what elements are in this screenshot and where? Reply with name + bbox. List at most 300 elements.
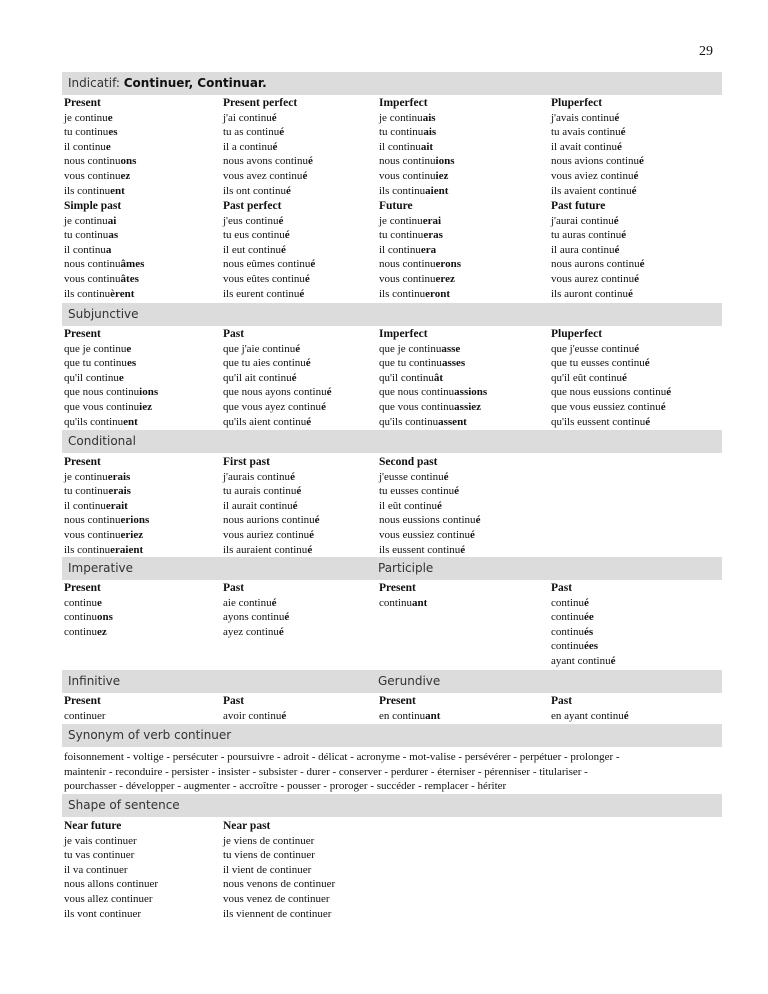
verb-ending: ant xyxy=(425,709,441,722)
conjugation-line xyxy=(379,484,480,499)
conj-column xyxy=(223,455,320,557)
verb-ending: é xyxy=(660,400,666,413)
verb-stem: que j'eusse continu xyxy=(551,342,635,355)
section-header-shape xyxy=(62,794,722,817)
conjugation-line xyxy=(379,184,455,199)
verb-ending: é xyxy=(634,272,639,285)
verb-stem: avoir continu xyxy=(223,709,282,722)
verb-stem: il continu xyxy=(64,140,106,153)
conjugation-line xyxy=(64,610,113,625)
verb-stem: vous aviez continu xyxy=(551,169,634,182)
tense-heading: Past xyxy=(223,328,245,340)
conjugation-line xyxy=(379,111,455,126)
verb-ending: é xyxy=(307,155,313,168)
verb-ending: âtes xyxy=(120,272,139,285)
conjugation-line xyxy=(551,709,629,724)
verb-ending: é xyxy=(281,243,286,256)
conjugation-line xyxy=(379,272,461,287)
conjugation-line xyxy=(64,228,144,243)
conjugation-line xyxy=(551,596,615,611)
verb-ending: eront xyxy=(425,287,450,300)
verb-ending: é xyxy=(443,470,449,483)
verb-ending: é xyxy=(285,184,291,197)
conjugation-line xyxy=(551,610,615,625)
verb-stem: ils auraient continu xyxy=(223,543,308,556)
tense-heading: Present xyxy=(379,695,416,707)
conjugation-line xyxy=(379,528,480,543)
conj-column xyxy=(551,327,671,429)
tense-heading: First past xyxy=(223,456,270,468)
verb-ending: é xyxy=(292,499,298,512)
indicatif-title-verb: Continuer, Continuar. xyxy=(123,76,267,90)
tense-heading: Near future xyxy=(64,820,122,832)
tense-heading: Future xyxy=(379,200,413,212)
synonym-line: pourchasser - développer - augmenter - accroître - pousser - proroger - succéder - remplacer - hériter xyxy=(64,780,507,793)
conjugation-line xyxy=(379,228,461,243)
verb-stem: que je continu xyxy=(64,342,127,355)
conjugation-line xyxy=(551,257,645,272)
verb-ending: é xyxy=(271,111,277,124)
verb-stem: tu viens de continuer xyxy=(223,849,315,862)
verb-ending: ai xyxy=(107,214,117,227)
verb-stem: ils avaient continu xyxy=(551,184,632,197)
conjugation-line xyxy=(64,257,144,272)
tense-heading: Present perfect xyxy=(223,97,298,109)
tense-heading: Pluperfect xyxy=(551,97,603,109)
verb-ending: é xyxy=(614,111,620,124)
section-header-indicatif xyxy=(62,72,722,95)
verb-stem: ils ont continu xyxy=(223,184,286,197)
conjugation-line xyxy=(379,709,440,724)
verb-ending: é xyxy=(271,596,277,609)
verb-ending: asses xyxy=(441,357,466,370)
verb-ending: é xyxy=(326,386,332,399)
conjugation-line xyxy=(64,415,158,430)
conjugation-line xyxy=(223,154,313,169)
conjugation-line xyxy=(64,243,144,258)
verb-ending: é xyxy=(614,243,620,256)
verb-stem: nous venons de continuer xyxy=(223,878,336,891)
conjugation-line xyxy=(64,484,149,499)
verb-ending: é xyxy=(278,214,284,227)
conjugation-line xyxy=(64,356,158,371)
verb-ending: e xyxy=(118,371,124,384)
tense-heading: Present xyxy=(64,328,101,340)
shape-title: Shape of sentence xyxy=(68,798,180,812)
verb-stem: que tu aies continu xyxy=(223,357,306,370)
verb-stem: que nous continu xyxy=(64,386,140,399)
conjugation-line xyxy=(223,169,313,184)
conjugation-line xyxy=(64,287,144,302)
conjugation-line xyxy=(223,834,335,849)
conj-column xyxy=(379,96,455,198)
verb-ending: é xyxy=(299,287,305,300)
verb-ending: ais xyxy=(422,111,436,124)
conj-column xyxy=(223,327,331,429)
conjugation-line xyxy=(223,184,313,199)
page-number: 29 xyxy=(699,44,713,59)
verb-ending: eraient xyxy=(110,543,144,556)
conjugation-line xyxy=(223,470,320,485)
verb-stem: continu xyxy=(551,611,584,624)
conjugation-line xyxy=(551,385,671,400)
conjugation-line xyxy=(223,356,331,371)
conj-column xyxy=(223,96,313,198)
verb-stem: tu continu xyxy=(379,126,424,139)
conjugation-line xyxy=(223,907,335,922)
conjugation-line xyxy=(551,243,645,258)
verb-stem: vous avez continu xyxy=(223,169,303,182)
conj-column xyxy=(223,694,286,723)
verb-stem: ils continu xyxy=(64,543,111,556)
verb-ending: erez xyxy=(435,272,455,285)
conjugation-line xyxy=(379,400,487,415)
conjugation-line xyxy=(223,243,315,258)
verb-ending: é xyxy=(454,485,460,498)
verb-ending: é xyxy=(470,528,475,541)
conjugation-line xyxy=(551,154,644,169)
conjugation-line xyxy=(551,140,644,155)
verb-ending: é xyxy=(290,470,295,483)
conjugation-line xyxy=(551,272,645,287)
verb-ending: ons xyxy=(97,611,113,624)
verb-ending: é xyxy=(645,415,651,428)
verb-ending: ais xyxy=(423,126,437,139)
verb-stem: qu'ils eussent continu xyxy=(551,415,646,428)
verb-ending: é xyxy=(321,400,326,413)
verb-ending: é xyxy=(304,272,310,285)
verb-stem: tu eusses continu xyxy=(379,485,455,498)
conjugation-line xyxy=(64,625,113,640)
conj-column xyxy=(64,455,149,557)
verb-stem: que je continu xyxy=(379,342,442,355)
conjugation-line xyxy=(64,596,113,611)
verb-ending: ée xyxy=(584,611,594,624)
verb-stem: ils eussent continu xyxy=(379,543,461,556)
conjugation-line xyxy=(379,385,487,400)
conjugation-line xyxy=(223,877,335,892)
verb-stem: il continu xyxy=(64,499,106,512)
conjugation-line xyxy=(223,596,289,611)
verb-stem: ils continu xyxy=(379,184,426,197)
conjugation-line xyxy=(64,543,149,558)
verb-ending: é xyxy=(314,514,320,527)
tense-heading: Pluperfect xyxy=(551,328,603,340)
verb-ending: iez xyxy=(139,400,152,413)
verb-ending: es xyxy=(108,126,118,139)
verb-stem: que nous continu xyxy=(379,386,455,399)
verb-ending: ait xyxy=(420,140,434,153)
conj-column xyxy=(64,694,106,723)
verb-stem: il a continu xyxy=(223,140,273,153)
verb-stem: tu auras continu xyxy=(551,229,622,242)
participle-title: Participle xyxy=(378,561,434,575)
verb-ending: ez xyxy=(97,625,107,638)
verb-stem: que tu eusses continu xyxy=(551,357,645,370)
verb-ending: asse xyxy=(441,342,461,355)
conjugation-line xyxy=(223,111,313,126)
verb-ending: é xyxy=(621,229,627,242)
verb-stem: vous eûtes continu xyxy=(223,272,305,285)
conjugation-line xyxy=(64,385,158,400)
synonym-line: foisonnement - voltige - persécuter - poursuivre - adroit - délicat - acronyme - mot-valise - persévérer - perpétuer - prolonger - xyxy=(64,751,620,763)
conjugation-line xyxy=(223,513,320,528)
tense-heading: Present xyxy=(64,582,101,594)
conjugation-line xyxy=(379,470,480,485)
verb-ending: erai xyxy=(422,214,442,227)
conjugation-line xyxy=(551,371,671,386)
verb-stem: je continu xyxy=(64,470,108,483)
section-header-infinitive-gerundive xyxy=(62,670,722,693)
verb-ending: é xyxy=(475,514,481,527)
conj-column xyxy=(551,199,645,301)
conjugation-line xyxy=(379,371,487,386)
conjugation-line xyxy=(223,528,320,543)
verb-ending: era xyxy=(420,243,437,256)
verb-ending: ions xyxy=(139,386,159,399)
verb-ending: é xyxy=(305,357,311,370)
verb-ending: eras xyxy=(423,229,443,242)
verb-ending: e xyxy=(107,111,113,124)
verb-stem: nous continu xyxy=(379,258,436,271)
tense-heading: Present xyxy=(64,456,101,468)
verb-ending: erais xyxy=(108,485,131,498)
verb-ending: é xyxy=(639,258,645,271)
conjugation-line xyxy=(223,415,331,430)
conj-column xyxy=(379,199,461,301)
verb-stem: qu'ils aient continu xyxy=(223,415,307,428)
verb-ending: ions xyxy=(435,155,455,168)
conjugation-line xyxy=(379,140,455,155)
verb-stem: vous continu xyxy=(64,272,121,285)
conjugation-line xyxy=(223,257,315,272)
conjugation-line xyxy=(64,907,158,922)
conjugation-line xyxy=(551,400,671,415)
verb-ending: é xyxy=(622,371,627,384)
conj-column xyxy=(64,327,158,429)
verb-stem: en continu xyxy=(379,709,426,722)
verb-stem: il aurait continu xyxy=(223,499,293,512)
conj-column xyxy=(551,694,629,723)
verb-stem: il va continuer xyxy=(64,863,128,876)
verb-stem: il continu xyxy=(379,140,421,153)
verb-stem: que vous continu xyxy=(379,400,455,413)
verb-stem: tu aurais continu xyxy=(223,485,297,498)
verb-ending: é xyxy=(310,258,316,271)
verb-ending: é xyxy=(437,499,442,512)
verb-ending: é xyxy=(309,528,315,541)
conjugation-line xyxy=(223,371,331,386)
conjugation-line xyxy=(379,415,487,430)
verb-stem: que j'aie continu xyxy=(223,342,296,355)
conjugation-line xyxy=(223,543,320,558)
conjugation-line xyxy=(64,342,158,357)
tense-heading: Past future xyxy=(551,200,606,212)
tense-heading: Past xyxy=(223,582,245,594)
verb-ending: e xyxy=(105,140,111,153)
verb-ending: é xyxy=(272,140,278,153)
verb-stem: j'eus continu xyxy=(223,214,279,227)
verb-ending: é xyxy=(284,611,290,624)
verb-ending: é xyxy=(584,596,589,609)
conjugation-line xyxy=(551,415,671,430)
verb-stem: aie continu xyxy=(223,596,272,609)
verb-stem: que tu continu xyxy=(64,357,127,370)
verb-stem: continu xyxy=(551,625,584,638)
tense-heading: Past xyxy=(551,582,573,594)
synonyms-title: Synonym of verb continuer xyxy=(68,728,232,742)
verb-stem: j'ai continu xyxy=(223,111,272,124)
verb-ending: é xyxy=(613,214,619,227)
tense-heading: Present xyxy=(64,97,101,109)
conjugation-line xyxy=(379,543,480,558)
verb-stem: continu xyxy=(551,640,584,653)
verb-stem: nous continu xyxy=(379,155,436,168)
tense-heading: Second past xyxy=(379,456,438,468)
verb-ending: é xyxy=(634,342,640,355)
verb-ending: ât xyxy=(433,371,444,384)
verb-stem: vous aurez continu xyxy=(551,272,635,285)
conjugation-line xyxy=(551,356,671,371)
verb-stem: il eut continu xyxy=(223,243,282,256)
verb-ending: ent xyxy=(123,415,138,428)
section-header-imperative-participle xyxy=(62,557,722,580)
conjugation-line xyxy=(223,625,289,640)
verb-stem: vous continu xyxy=(64,528,121,541)
verb-ending: es xyxy=(126,357,137,370)
conjugation-line xyxy=(223,140,313,155)
conjugation-line xyxy=(223,228,315,243)
conjugation-line xyxy=(223,125,313,140)
conjugation-line xyxy=(64,834,158,849)
conj-column xyxy=(379,581,427,610)
verb-stem: ils viennent de continuer xyxy=(223,907,332,920)
verb-ending: ant xyxy=(412,596,428,609)
conjugation-line xyxy=(64,863,158,878)
verb-ending: ez xyxy=(120,169,131,182)
verb-ending: erons xyxy=(435,258,461,271)
verb-ending: é xyxy=(616,140,622,153)
verb-stem: qu'il ait continu xyxy=(223,371,292,384)
verb-ending: assent xyxy=(438,415,467,428)
verb-stem: nous eûmes continu xyxy=(223,258,311,271)
conjugation-line xyxy=(551,111,644,126)
verb-ending: assions xyxy=(454,386,488,399)
conjugation-line xyxy=(551,342,671,357)
verb-ending: és xyxy=(584,625,594,638)
conjugation-line xyxy=(223,863,335,878)
verb-stem: il continu xyxy=(64,243,106,256)
verb-stem: vous eussiez continu xyxy=(379,528,471,541)
verb-ending: ons xyxy=(120,155,137,168)
conjugation-line xyxy=(64,499,149,514)
verb-ending: é xyxy=(628,287,633,300)
verb-stem: qu'il continu xyxy=(64,371,119,384)
subjunctive-title: Subjunctive xyxy=(68,307,139,321)
verb-stem: tu eus continu xyxy=(223,229,285,242)
verb-stem: ils continu xyxy=(379,287,426,300)
verb-stem: continuer xyxy=(64,709,106,722)
verb-stem: qu'ils continu xyxy=(64,415,124,428)
conj-column xyxy=(551,96,644,198)
verb-ending: as xyxy=(108,229,119,242)
conjugation-line xyxy=(64,848,158,863)
conj-column xyxy=(379,455,480,557)
conjugation-line xyxy=(64,400,158,415)
verb-ending: é xyxy=(633,169,639,182)
verb-stem: tu avais continu xyxy=(551,126,621,139)
verb-ending: assiez xyxy=(454,400,482,413)
tense-heading: Simple past xyxy=(64,200,122,212)
verb-ending: é xyxy=(631,184,637,197)
conjugation-line xyxy=(379,596,427,611)
verb-ending: erait xyxy=(105,499,128,512)
conjugation-line xyxy=(223,610,289,625)
conj-column xyxy=(551,581,615,669)
conj-column xyxy=(64,581,113,639)
verb-stem: tu continu xyxy=(64,485,109,498)
tense-heading: Past xyxy=(223,695,245,707)
verb-ending: é xyxy=(306,415,312,428)
conjugation-line xyxy=(223,709,286,724)
conjugation-line xyxy=(223,484,320,499)
verb-stem: il eût continu xyxy=(379,499,438,512)
verb-ending: é xyxy=(281,709,287,722)
verb-ending: èrent xyxy=(110,287,135,300)
verb-stem: continu xyxy=(64,611,97,624)
verb-stem: il aura continu xyxy=(551,243,615,256)
verb-ending: ent xyxy=(110,184,125,197)
conjugation-line xyxy=(379,356,487,371)
verb-stem: vous auriez continu xyxy=(223,528,310,541)
conjugation-line xyxy=(64,513,149,528)
tense-heading: Past xyxy=(551,695,573,707)
conjugation-line xyxy=(223,848,335,863)
conjugation-line xyxy=(551,184,644,199)
conjugation-line xyxy=(64,184,136,199)
tense-heading: Imperfect xyxy=(379,97,428,109)
tense-heading: Near past xyxy=(223,820,271,832)
conditional-title: Conditional xyxy=(68,434,136,448)
conjugation-line xyxy=(64,272,144,287)
conjugation-line xyxy=(64,125,136,140)
verb-stem: que nous ayons continu xyxy=(223,386,327,399)
verb-stem: il avait continu xyxy=(551,140,617,153)
verb-stem: nous aurons continu xyxy=(551,258,640,271)
verb-stem: vous continu xyxy=(64,169,121,182)
conjugation-line xyxy=(64,214,144,229)
conjugation-line xyxy=(64,154,136,169)
verb-stem: tu vas continuer xyxy=(64,849,135,862)
conjugation-line xyxy=(223,342,331,357)
conjugation-line xyxy=(551,639,615,654)
conjugation-line xyxy=(64,470,149,485)
conjugation-line xyxy=(379,257,461,272)
verb-ending: é xyxy=(302,169,308,182)
section-header-synonyms xyxy=(62,724,722,747)
conjugation-line xyxy=(64,892,158,907)
verb-ending: é xyxy=(620,126,626,139)
conj-column xyxy=(223,819,335,921)
conjugation-line xyxy=(379,499,480,514)
verb-stem: vous venez de continuer xyxy=(223,892,330,905)
verb-stem: qu'ils continu xyxy=(379,415,439,428)
tense-heading: Past perfect xyxy=(223,200,282,212)
imperative-title: Imperative xyxy=(68,561,134,575)
verb-stem: nous continu xyxy=(64,258,121,271)
verb-ending: é xyxy=(279,126,285,139)
verb-stem: ayez continu xyxy=(223,625,279,638)
